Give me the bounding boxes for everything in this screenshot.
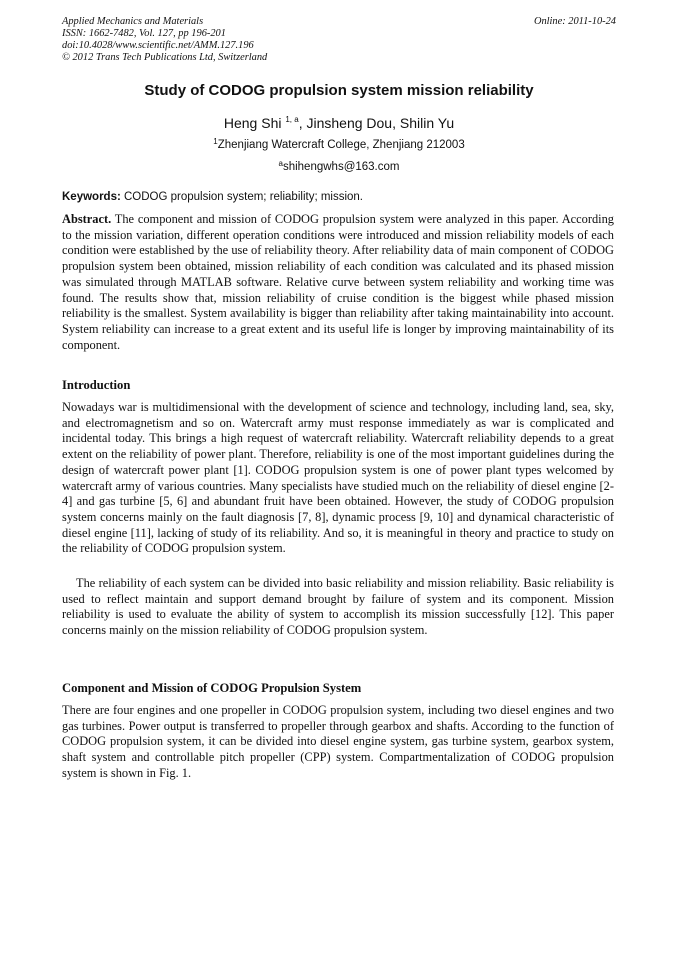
author-separator: , — [298, 115, 307, 131]
abstract-label: Abstract. — [62, 212, 112, 226]
online-date: Online: 2011-10-24 — [533, 16, 616, 27]
paper-title: Study of CODOG propulsion system mission reliability — [144, 82, 534, 99]
author-1-name: Heng Shi — [223, 115, 282, 131]
email-text: shihengwhs@163.com — [282, 161, 400, 173]
author-3-name: Shilin Yu — [399, 115, 455, 131]
component-paragraph: There are four engines and one propeller in CODOG propulsion system, including two diesel engines and two gas turbines. Power output is transferred to propeller through gearbox and shafts. According to the function of CODOG propulsion system, it can be divided into diesel engine system, gas turbine system, gearbox system, shaft system and controllable pitch propeller (CPP) system. Compartmentalization of CODOG propulsion system is shown in Fig. 1. — [62, 703, 614, 780]
author-email — [62, 160, 616, 174]
email-superscript: a — [278, 159, 283, 168]
keywords-text: CODOG propulsion system; reliability; mission. — [120, 191, 364, 203]
issn-line: ISSN: 1662-7482, Vol. 127, pp 196-201 — [62, 28, 226, 39]
introduction-paragraph-1: Nowadays war is multidimensional with the development of science and technology, including land, sea, sky, and electromagnetism and so on. Watercraft army must response immediately as war is complicated and incidental today. This brings a high request of watercraft reliability. Watercraft reliability depends to a great extent on the reliability of power plant. Therefore, reliability is one of the most important guidelines during the design of watercraft power plant [1]. CODOG propulsion system is one of power plant types welcomed by watercraft army of various countries. Many specialists have studied much on the reliability of diesel engine [2-4] and gas turbine [5, 6] and abundant fruit have been obtained. However, the study of CODOG propulsion system concerns mainly on the fault diagnosis [7, 8], dynamic process [9, 10] and dynamical characteristic of diesel engine [11], lacking of study of its reliability. And so, it is meaningful in theory and practice to study on the reliability of CODOG propulsion system. — [62, 400, 614, 556]
abstract-paragraph — [62, 212, 614, 353]
affiliation-superscript: 1 — [213, 137, 218, 146]
author-separator: , — [392, 115, 400, 131]
journal-name: Applied Mechanics and Materials — [62, 16, 204, 27]
abstract-text: The component and mission of CODOG propulsion system were analyzed in this paper. According to the mission variation, different operation conditions were introduced and mission reliability models of each condition were established by the use of reliability theory. After reliability data of main component of CODOG propulsion system been obtained, mission reliability of each condition was calculated and its phased mission was simulated through MATLAB software. Relative curve between system reliability and working time was found. The results show that, mission reliability of cruise condition is the biggest while phased mission reliability is the smallest. System availability is bigger than reliability after taking maintainability into account. System reliability can increase to a great extent and its useful life is longer by improving maintainability of its component. — [62, 212, 614, 352]
author-2-name: Jinsheng Dou — [306, 115, 393, 131]
keywords — [62, 190, 616, 204]
copyright-line: © 2012 Trans Tech Publications Ltd, Switzerland — [62, 52, 268, 63]
affiliation — [62, 138, 616, 152]
author-line — [62, 114, 616, 132]
doi-line: doi:10.4028/www.scientific.net/AMM.127.196 — [62, 40, 254, 51]
introduction-paragraph-2-text: The reliability of each system can be divided into basic reliability and mission reliability. Basic reliability is used to reflect maintain and support demand brought by failure of system and its component. Mission reliability is used to evaluate the ability of system to accomplish its mission successfully [12]. This paper concerns mainly on the mission reliability of CODOG propulsion system. — [62, 576, 614, 638]
journal-header — [62, 16, 616, 64]
author-1-superscript: 1, a — [285, 115, 299, 124]
component-heading: Component and Mission of CODOG Propulsion System — [62, 681, 362, 695]
keywords-label: Keywords: — [62, 191, 121, 203]
introduction-heading: Introduction — [62, 378, 131, 392]
introduction-paragraph-2 — [62, 576, 614, 639]
affiliation-text: Zhenjiang Watercraft College, Zhenjiang 212003 — [217, 139, 465, 151]
